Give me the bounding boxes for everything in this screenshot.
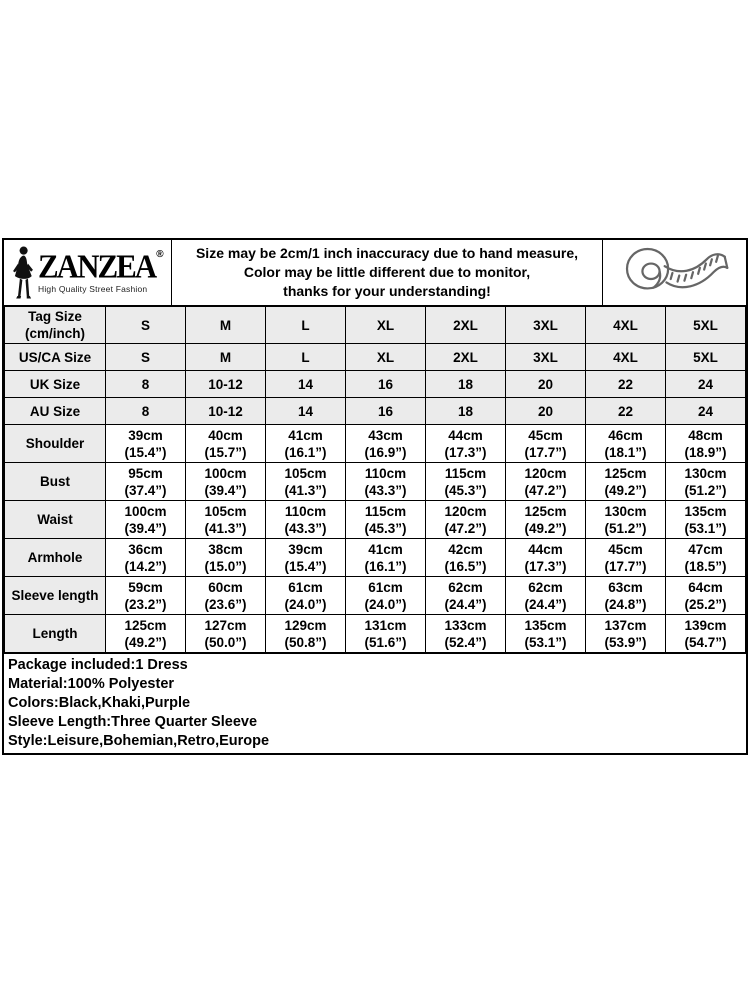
row-label: Armhole (5, 539, 106, 577)
table-row (5, 577, 746, 615)
size-cell: XL (346, 307, 426, 344)
size-cell: 4XL (586, 307, 666, 344)
size-cell: 47cm (18.5”) (666, 539, 746, 577)
size-cell: 38cm (15.0”) (186, 539, 266, 577)
tape-measure-icon (616, 243, 734, 303)
table-row (5, 615, 746, 653)
size-cell: 42cm (16.5”) (426, 539, 506, 577)
size-cell: 40cm (15.7”) (186, 425, 266, 463)
row-label: Length (5, 615, 106, 653)
table-row (5, 501, 746, 539)
size-cell: 100cm (39.4”) (106, 501, 186, 539)
size-cell: 100cm (39.4”) (186, 463, 266, 501)
size-cell: 39cm (15.4”) (266, 539, 346, 577)
detail-line: Sleeve Length:Three Quarter Sleeve (8, 714, 258, 730)
size-cell: 110cm (43.3”) (266, 501, 346, 539)
size-cell: 61cm (24.0”) (266, 577, 346, 615)
size-cell: 62cm (24.4”) (506, 577, 586, 615)
brand-tagline: High Quality Street Fashion (38, 283, 148, 294)
size-cell: 125cm (49.2”) (106, 615, 186, 653)
row-label: Shoulder (5, 425, 106, 463)
size-cell: 8 (106, 371, 186, 398)
registered-trademark: ® (156, 248, 164, 260)
size-table (4, 306, 746, 653)
size-cell: 61cm (24.0”) (346, 577, 426, 615)
brand-logo (4, 240, 172, 305)
size-cell: 62cm (24.4”) (426, 577, 506, 615)
size-cell: 127cm (50.0”) (186, 615, 266, 653)
table-row (5, 307, 746, 344)
size-cell: 44cm (17.3”) (506, 539, 586, 577)
tape-measure-cell (603, 240, 746, 305)
size-cell: 41cm (16.1”) (266, 425, 346, 463)
size-cell: 10-12 (186, 371, 266, 398)
size-cell: 24 (666, 371, 746, 398)
size-cell: 4XL (586, 344, 666, 371)
size-cell: 8 (106, 398, 186, 425)
size-cell: 16 (346, 398, 426, 425)
size-cell: 125cm (49.2”) (506, 501, 586, 539)
row-label: US/CA Size (5, 344, 106, 371)
row-label: Bust (5, 463, 106, 501)
size-cell: 22 (586, 371, 666, 398)
detail-line: Colors:Black,Khaki,Purple (8, 695, 191, 711)
table-row (5, 398, 746, 425)
size-cell: 43cm (16.9”) (346, 425, 426, 463)
size-cell: 36cm (14.2”) (106, 539, 186, 577)
size-cell: 120cm (47.2”) (426, 501, 506, 539)
size-cell: 120cm (47.2”) (506, 463, 586, 501)
size-table-body (5, 307, 746, 653)
size-cell: 133cm (52.4”) (426, 615, 506, 653)
size-cell: 115cm (45.3”) (426, 463, 506, 501)
size-cell: 18 (426, 371, 506, 398)
chart-header (4, 240, 746, 306)
size-cell: 2XL (426, 307, 506, 344)
size-cell: 20 (506, 371, 586, 398)
size-cell: 64cm (25.2”) (666, 577, 746, 615)
size-cell: 48cm (18.9”) (666, 425, 746, 463)
size-cell: M (186, 344, 266, 371)
row-label: Waist (5, 501, 106, 539)
size-cell: 45cm (17.7”) (586, 539, 666, 577)
size-cell: S (106, 307, 186, 344)
size-cell: 105cm (41.3”) (186, 501, 266, 539)
size-cell: 44cm (17.3”) (426, 425, 506, 463)
size-cell: 45cm (17.7”) (506, 425, 586, 463)
row-label: Tag Size (cm/inch) (5, 307, 106, 344)
woman-silhouette-icon (8, 245, 38, 301)
detail-line: Package included:1 Dress (8, 657, 188, 673)
detail-line: Material:100% Polyester (8, 676, 175, 692)
size-cell: 137cm (53.9”) (586, 615, 666, 653)
row-label: Sleeve length (5, 577, 106, 615)
size-cell: 135cm (53.1”) (506, 615, 586, 653)
size-cell: 130cm (51.2”) (666, 463, 746, 501)
size-cell: XL (346, 344, 426, 371)
size-cell: 60cm (23.6”) (186, 577, 266, 615)
size-cell: 2XL (426, 344, 506, 371)
size-cell: 3XL (506, 344, 586, 371)
disclaimer-line: Color may be little different due to monitor, (243, 264, 531, 280)
size-cell: 129cm (50.8”) (266, 615, 346, 653)
row-label: AU Size (5, 398, 106, 425)
table-row (5, 425, 746, 463)
table-row (5, 463, 746, 501)
size-cell: 125cm (49.2”) (586, 463, 666, 501)
brand-text-block (38, 247, 164, 294)
disclaimer-line: Size may be 2cm/1 inch inaccuracy due to hand measure, (195, 245, 579, 261)
size-cell: 20 (506, 398, 586, 425)
table-row (5, 344, 746, 371)
size-cell: 39cm (15.4”) (106, 425, 186, 463)
size-cell: 130cm (51.2”) (586, 501, 666, 539)
size-cell: 24 (666, 398, 746, 425)
size-cell: 5XL (666, 307, 746, 344)
disclaimer-line: thanks for your understanding! (283, 283, 491, 299)
size-cell: 95cm (37.4”) (106, 463, 186, 501)
detail-line: Style:Leisure,Bohemian,Retro,Europe (8, 733, 270, 749)
table-row (5, 539, 746, 577)
measure-disclaimer (172, 240, 603, 305)
size-cell: 135cm (53.1”) (666, 501, 746, 539)
size-cell: L (266, 344, 346, 371)
size-cell: 5XL (666, 344, 746, 371)
size-cell: L (266, 307, 346, 344)
size-cell: 16 (346, 371, 426, 398)
table-row (5, 371, 746, 398)
size-cell: 105cm (41.3”) (266, 463, 346, 501)
size-cell: 63cm (24.8”) (586, 577, 666, 615)
size-cell: 131cm (51.6”) (346, 615, 426, 653)
size-cell: 139cm (54.7”) (666, 615, 746, 653)
size-cell: 41cm (16.1”) (346, 539, 426, 577)
row-label: UK Size (5, 371, 106, 398)
size-cell: 14 (266, 398, 346, 425)
size-cell: 3XL (506, 307, 586, 344)
product-details (4, 653, 746, 753)
size-cell: 14 (266, 371, 346, 398)
size-cell: S (106, 344, 186, 371)
brand-name: ZANZEA (38, 247, 156, 285)
size-cell: 46cm (18.1”) (586, 425, 666, 463)
size-cell: 59cm (23.2”) (106, 577, 186, 615)
size-chart-card (2, 238, 748, 755)
size-cell: 110cm (43.3”) (346, 463, 426, 501)
size-cell: M (186, 307, 266, 344)
size-cell: 18 (426, 398, 506, 425)
size-cell: 115cm (45.3”) (346, 501, 426, 539)
size-cell: 22 (586, 398, 666, 425)
size-cell: 10-12 (186, 398, 266, 425)
